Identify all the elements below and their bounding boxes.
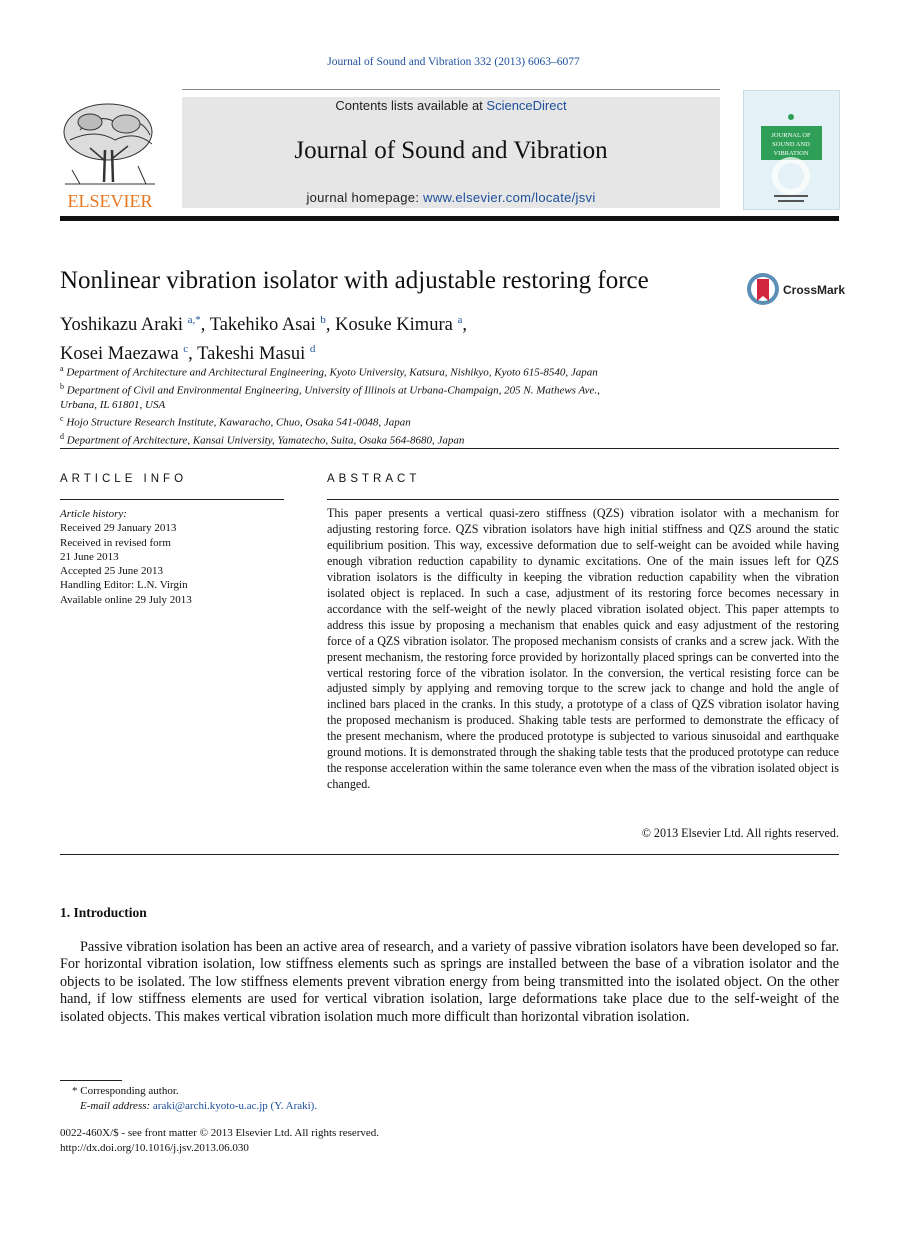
abstract-rule — [327, 499, 839, 500]
abstract-bottom-rule — [60, 854, 839, 855]
history-item: 21 June 2013 — [60, 550, 119, 563]
introduction-paragraph: Passive vibration isolation has been an active area of research, and a variety of passive vibration isolators have been developed so far. For horizontal vibration isolation, low stiffness elements such as springs are installed between the base of a vibration isolator and the objects to be isolated. The low stiffness elements prevent vibration energy from being transmitted into the isolated object. On the other hand, if low stiffness elements are used for vertical vibration isolation, large deformations take place due to the self-weight of the isolated objects. This makes vertical vibration isolation much more difficult than horizontal vibration isolation. — [60, 939, 839, 1025]
affiliation-text: Department of Architecture, Kansai University, Yamatecho, Suita, Osaka 564-8680, Japan — [66, 434, 465, 447]
affiliation-marker: c — [60, 414, 64, 424]
history-item: Received in revised form — [60, 536, 171, 549]
corresponding-author-note: * Corresponding author. — [72, 1085, 179, 1097]
affiliation-item — [60, 398, 700, 412]
elsevier-tree-icon — [60, 100, 160, 212]
history-item: Available online 29 July 2013 — [60, 593, 192, 606]
author-affil-marker[interactable]: a,* — [187, 314, 201, 326]
affiliation-marker: d — [60, 432, 64, 442]
affiliation-text: Urbana, IL 61801, USA — [60, 398, 166, 411]
crossmark-icon — [745, 271, 885, 309]
history-item: Accepted 25 June 2013 — [60, 565, 163, 578]
introduction-heading: 1. Introduction — [60, 905, 147, 920]
homepage-line — [182, 190, 720, 205]
affiliation-item — [60, 430, 700, 448]
author-name[interactable]: Takehiko Asai — [209, 315, 316, 336]
cover-title-line-3: VIBRATION — [773, 150, 809, 157]
doi-link[interactable]: http://dx.doi.org/10.1016/j.jsv.2013.06.030 — [60, 1142, 249, 1154]
affiliation-text: Department of Civil and Environmental Engineering, University of Illinois at Urbana-Champaign, 205 N. Mathews Ave., — [66, 384, 600, 397]
affiliation-item — [60, 412, 700, 430]
affiliation-text: Department of Architecture and Architectural Engineering, Kyoto University, Katsura, Nishikyo, Kyoto 615-8540, Japan — [66, 366, 598, 379]
email-label: E-mail address: — [80, 1100, 153, 1112]
footnotes — [60, 1084, 317, 1114]
abstract-copyright: © 2013 Elsevier Ltd. All rights reserved. — [641, 826, 839, 840]
sciencedirect-link[interactable]: ScienceDirect — [486, 98, 567, 113]
author-list — [60, 308, 467, 366]
affiliations-divider — [60, 448, 839, 449]
author-affil-marker[interactable]: b — [320, 314, 326, 326]
footnote-rule — [60, 1080, 122, 1081]
email-line — [60, 1099, 317, 1114]
header-divider — [60, 216, 839, 221]
history-item: Handling Editor: L.N. Virgin — [60, 579, 188, 592]
banner-top-rule — [182, 89, 720, 90]
author-name[interactable]: Kosei Maezawa — [60, 344, 179, 365]
elsevier-logo — [60, 100, 160, 212]
author-affil-marker[interactable]: c — [183, 343, 189, 356]
journal-citation[interactable]: Journal of Sound and Vibration 332 (2013) 6063–6077 — [327, 56, 580, 68]
abstract-heading: ABSTRACT — [327, 473, 421, 485]
affiliation-marker: b — [60, 381, 64, 391]
author-affil-marker[interactable]: d — [309, 343, 316, 356]
author-name[interactable]: Yoshikazu Araki — [60, 315, 183, 336]
email-link[interactable]: araki@archi.kyoto-u.ac.jp (Y. Araki). — [152, 1100, 318, 1112]
affiliation-item — [60, 380, 700, 398]
article-history — [60, 507, 280, 607]
cover-title-line-2: SOUND AND — [772, 141, 810, 148]
issn-line: 0022-460X/$ - see front matter © 2013 Elsevier Ltd. All rights reserved. — [60, 1127, 380, 1139]
issn-block — [60, 1126, 379, 1156]
author-affil-marker[interactable]: a — [457, 314, 463, 326]
crossmark-badge[interactable] — [745, 271, 885, 309]
affiliation-item — [60, 362, 700, 380]
homepage-prefix: journal homepage: — [306, 190, 424, 205]
affiliation-list — [60, 362, 700, 448]
homepage-link[interactable]: www.elsevier.com/locate/jsvi — [423, 190, 596, 205]
authors-line-2: Kosei Maezawa $^c$, Takeshi Masui $^d$ — [60, 343, 316, 365]
contents-line — [182, 98, 720, 113]
cover-icon — [744, 91, 839, 209]
cover-title-line-1: JOURNAL OF — [771, 132, 811, 139]
journal-title: Journal of Sound and Vibration — [294, 137, 608, 164]
author-name[interactable]: Kosuke Kimura — [335, 315, 453, 336]
history-item: Received 29 January 2013 — [60, 522, 177, 535]
affiliation-text: Hojo Structure Research Institute, Kawaracho, Chuo, Osaka 541-0048, Japan — [66, 416, 411, 429]
publisher-wordmark: ELSEVIER — [67, 191, 153, 211]
history-label: Article history: — [60, 508, 127, 520]
contents-prefix: Contents lists available at — [335, 98, 487, 113]
authors-line-1: Yoshikazu Araki $^{a,*}$, Takehiko Asai $^b$, Kosuke Kimura $^a$, — [60, 314, 467, 336]
affiliation-marker: a — [60, 364, 64, 373]
crossmark-label: CrossMark — [783, 283, 846, 297]
article-info-heading: ARTICLE INFO — [60, 473, 188, 485]
abstract-text: This paper presents a vertical quasi-zero stiffness (QZS) vibration isolator with a mechanism for adjusting restoring force. QZS vibration isolators have high initial stiffness and QZS around the static equilibrium position. This way, excessive deformation due to self-weight can be avoided while having enough vibration reduction capability to dynamic excitations. One of the main issues left for QZS vibration isolators is the difficulty in keeping the vibration reduction capability when the vibration isolated object is replaced. In such a case, adjustment of its restoring force becomes necessary in accordance with the self-weight of the newly placed vibration isolated object. This paper attempts to address this issue by proposing a mechanism that enables quick and easy adjustment of the restoring force of a QZS vibration isolator. The proposed mechanism consists of cranks and a screw jack. With the present mechanism, the restoring force provided by horizontally placed springs can be converted into the vertical restoring force of the vibration isolator. In the conversion, the vertical resisting force can be adjusted simply by applying and removing torque to the screw jack to change and hold the angle of inclined bars placed in the cranks. In this study, a prototype of a class of QZS vibration isolator having the proposed mechanism is produced. Shaking table tests are performed to demonstrate the efficacy of the present mechanism, where the produced prototype is subjected to various sinusoidal and earthquake ground motions. It is demonstrated through the shaking table tests that the produced prototype can reduce the response acceleration within the same tolerance even when the mass of the vibration isolated object is changed. — [327, 506, 839, 792]
article-info-rule — [60, 499, 284, 500]
article-title: Nonlinear vibration isolator with adjustable restoring force — [60, 267, 649, 294]
journal-cover-thumbnail[interactable] — [743, 90, 840, 210]
author-name[interactable]: Takeshi Masui — [197, 344, 306, 365]
